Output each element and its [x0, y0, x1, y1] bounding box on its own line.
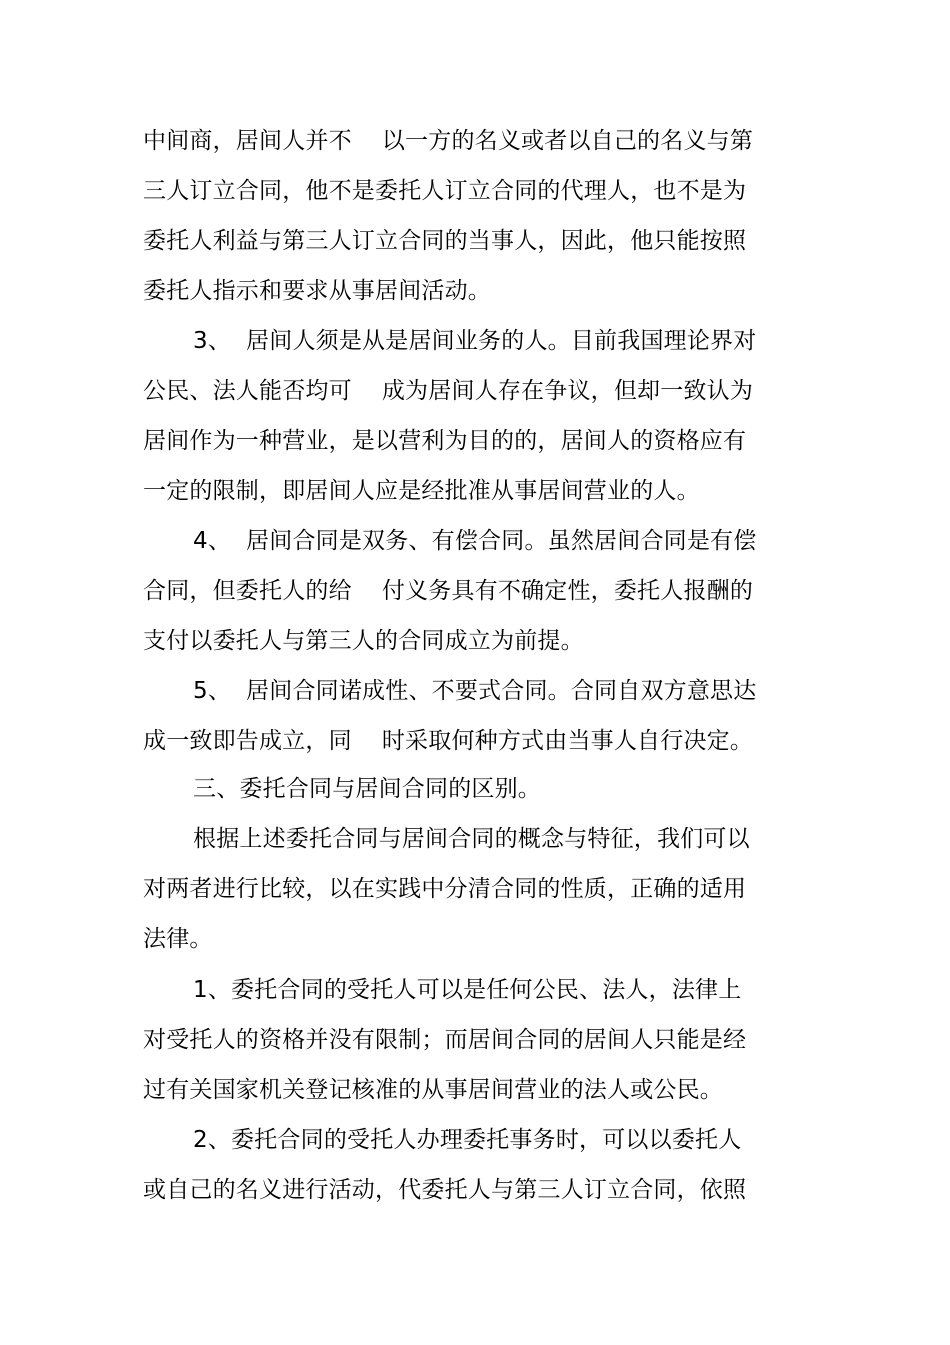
text-line: 支付以委托人与第三人的合同成立为前提。: [143, 628, 584, 654]
text-line: 一定的限制，即居间人应是经批准从事居间营业的人。: [143, 478, 700, 504]
text-line: 4、 居间合同是双务、有偿合同。虽然居间合同是有偿: [193, 528, 757, 554]
text-line: 三人订立合同，他不是委托人订立合同的代理人，也不是为: [143, 178, 747, 204]
text-line: 委托人指示和要求从事居间活动。: [143, 278, 491, 304]
text-line: 委托人利益与第三人订立合同的当事人，因此，他只能按照: [143, 228, 747, 254]
text-line: 1、委托合同的受托人可以是任何公民、法人，法律上: [193, 977, 742, 1003]
text-line: 对两者进行比较，以在实践中分清合同的性质，正确的适用: [143, 876, 747, 902]
text-line: 过有关国家机关登记核准的从事居间营业的法人或公民。: [143, 1077, 723, 1103]
text-line: 中间商，居间人并不 以一方的名义或者以自己的名义与第: [143, 128, 754, 154]
text-line: 成一致即告成立，同 时采取何种方式由当事人自行决定。: [143, 728, 754, 754]
text-line: 公民、法人能否均可 成为居间人存在争议，但却一致认为: [143, 378, 754, 404]
text-line: 2、委托合同的受托人办理委托事务时，可以以委托人: [193, 1127, 742, 1153]
text-line: 对受托人的资格并没有限制；而居间合同的居间人只能是经: [143, 1027, 747, 1053]
text-line: 根据上述委托合同与居间合同的概念与特征，我们可以: [193, 826, 750, 852]
text-line: 或自己的名义进行活动，代委托人与第三人订立合同，依照: [143, 1177, 747, 1203]
section-heading: 三、委托合同与居间合同的区别。: [193, 776, 541, 802]
text-line: 3、 居间人须是从是居间业务的人。目前我国理论界对: [193, 328, 757, 354]
text-line: 居间作为一种营业，是以营利为目的的，居间人的资格应有: [143, 428, 747, 454]
text-line: 合同，但委托人的给 付义务具有不确定性，委托人报酬的: [143, 578, 754, 604]
text-line: 法律。: [143, 926, 213, 952]
text-line: 5、 居间合同诺成性、不要式合同。合同自双方意思达: [193, 678, 757, 704]
